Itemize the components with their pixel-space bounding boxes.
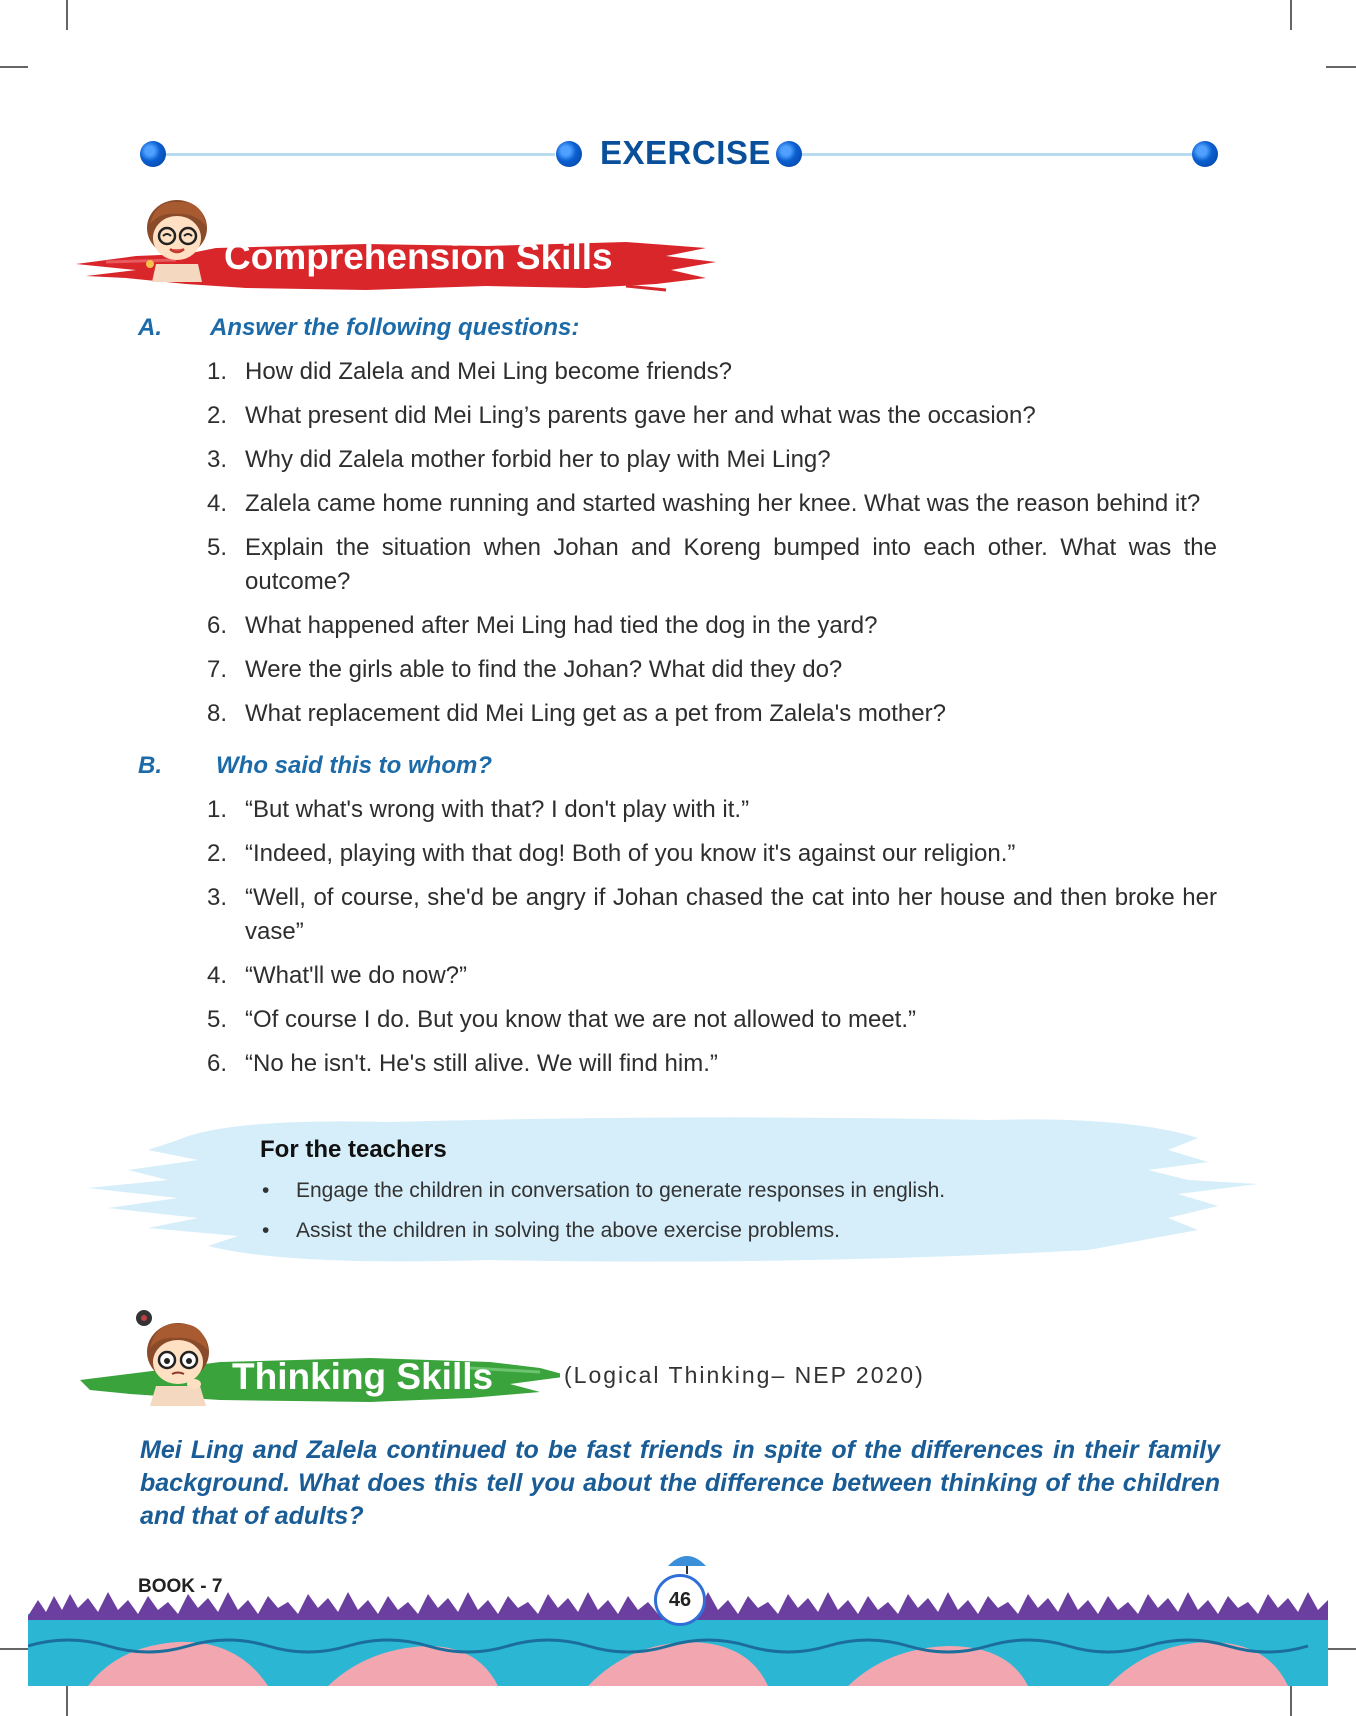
quote-item: 6. “No he isn't. He's still alive. We will find him.”	[207, 1050, 718, 1077]
question-item: 1. How did Zalela and Mei Ling become friends?	[207, 358, 732, 385]
teacher-note-item: • Assist the children in solving the above exercise problems.	[262, 1219, 840, 1242]
question-item: 3. Why did Zalela mother forbid her to play with Mei Ling?	[207, 446, 831, 473]
teacher-note-item: • Engage the children in conversation to generate responses in english.	[262, 1179, 946, 1202]
crop-mark	[66, 1686, 68, 1716]
boy-avatar-smiling-icon	[136, 192, 218, 282]
quote-item: 2. “Indeed, playing with that dog! Both of you know it's against our religion.”	[207, 840, 1016, 867]
thinking-skills-subtitle: (Logical Thinking– NEP 2020)	[564, 1362, 925, 1388]
crop-mark	[1326, 1648, 1356, 1650]
umbrella-icon	[664, 1546, 710, 1576]
thinking-question: Mei Ling and Zalela continued to be fast friends in spite of the differences in their family background. What does this tell you about the difference between thinking of the children and that of adults?	[140, 1436, 1220, 1530]
question-item: 8. What replacement did Mei Ling get as a pet from Zalela's mother?	[207, 700, 946, 727]
boy-avatar-thinking-icon	[134, 1306, 220, 1406]
comprehension-skills-title: Comprehension Skills	[224, 236, 613, 277]
question-item: 7. Were the girls able to find the Johan? What did they do?	[207, 656, 843, 683]
quote-item: 1. “But what's wrong with that? I don't play with it.”	[207, 796, 750, 823]
crop-mark	[0, 66, 28, 68]
section-a-letter: A.	[138, 314, 162, 341]
crop-mark	[66, 0, 68, 30]
quote-item: 3. “Well, of course, she'd be angry if Johan chased the cat into her house and then broke her vase”	[207, 884, 1217, 945]
bullet-dot-icon	[140, 141, 166, 167]
quote-item: 4. “What'll we do now?”	[207, 962, 467, 989]
crop-mark	[1326, 66, 1356, 68]
quote-item: 5. “Of course I do. But you know that we are not allowed to meet.”	[207, 1006, 917, 1033]
book-label: BOOK - 7	[138, 1576, 223, 1597]
teacher-box-list	[262, 1176, 945, 1256]
exercise-rule-left	[155, 153, 555, 156]
crop-mark	[1290, 0, 1292, 30]
section-a-questions	[207, 355, 1217, 741]
teacher-box-title: For the teachers	[260, 1136, 447, 1163]
exercise-title: EXERCISE	[600, 134, 771, 171]
crop-mark	[1290, 1686, 1292, 1716]
section-b-letter: B.	[138, 752, 162, 779]
page-number: 46	[654, 1574, 706, 1626]
question-item: 5. Explain the situation when Johan and Koreng bumped into each other. What was the outcome?	[207, 534, 1217, 595]
question-item: 2. What present did Mei Ling’s parents gave her and what was the occasion?	[207, 402, 1036, 429]
section-b-heading: Who said this to whom?	[216, 752, 492, 779]
section-b-quotes	[207, 793, 1217, 1091]
thinking-skills-title: Thinking Skills	[232, 1356, 494, 1397]
section-a-heading: Answer the following questions:	[210, 314, 580, 341]
question-item: 4. Zalela came home running and started washing her knee. What was the reason behind it?	[207, 490, 1201, 517]
question-item: 6. What happened after Mei Ling had tied the dog in the yard?	[207, 612, 878, 639]
bullet-dot-icon	[776, 141, 802, 167]
crop-mark	[0, 1648, 28, 1650]
bullet-dot-icon	[1192, 141, 1218, 167]
exercise-rule-right	[800, 153, 1200, 156]
bullet-dot-icon	[556, 141, 582, 167]
